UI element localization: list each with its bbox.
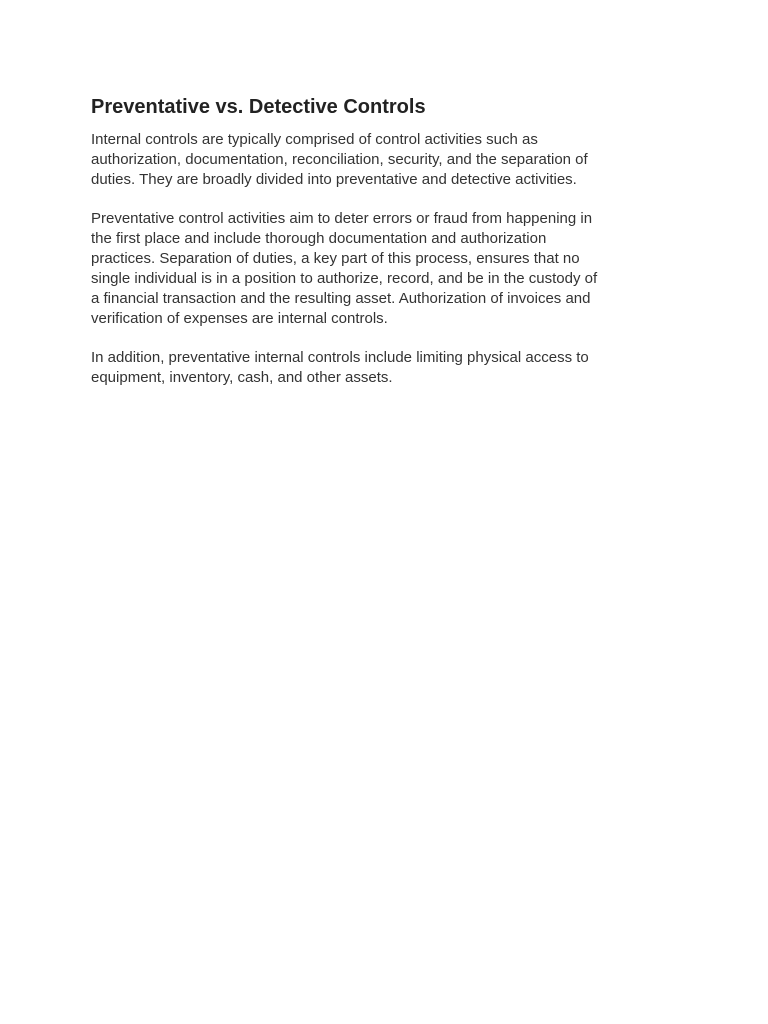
paragraph-internal-controls bbox=[91, 130, 681, 190]
document-body bbox=[91, 94, 681, 407]
text-line: the first place and include thorough documentation and authorization bbox=[91, 230, 547, 247]
text-line: authorization, documentation, reconciliation, security, and the separation of bbox=[91, 151, 588, 168]
text-line: duties. They are broadly divided into preventative and detective activities. bbox=[91, 171, 577, 188]
text-line: a financial transaction and the resulting asset. Authorization of invoices and bbox=[91, 290, 591, 307]
text-line: single individual is in a position to authorize, record, and be in the custody of bbox=[91, 270, 598, 287]
page-title: Preventative vs. Detective Controls bbox=[91, 96, 426, 118]
text-line: equipment, inventory, cash, and other assets. bbox=[91, 369, 393, 386]
text-line: Internal controls are typically comprised of control activities such as bbox=[91, 131, 538, 148]
paragraph-preventative-activities bbox=[91, 209, 681, 329]
text-line: In addition, preventative internal controls include limiting physical access to bbox=[91, 349, 589, 366]
text-line: Preventative control activities aim to deter errors or fraud from happening in bbox=[91, 210, 593, 227]
text-line: practices. Separation of duties, a key part of this process, ensures that no bbox=[91, 250, 580, 267]
text-line: verification of expenses are internal controls. bbox=[91, 310, 388, 327]
paragraph-physical-access bbox=[91, 348, 681, 388]
